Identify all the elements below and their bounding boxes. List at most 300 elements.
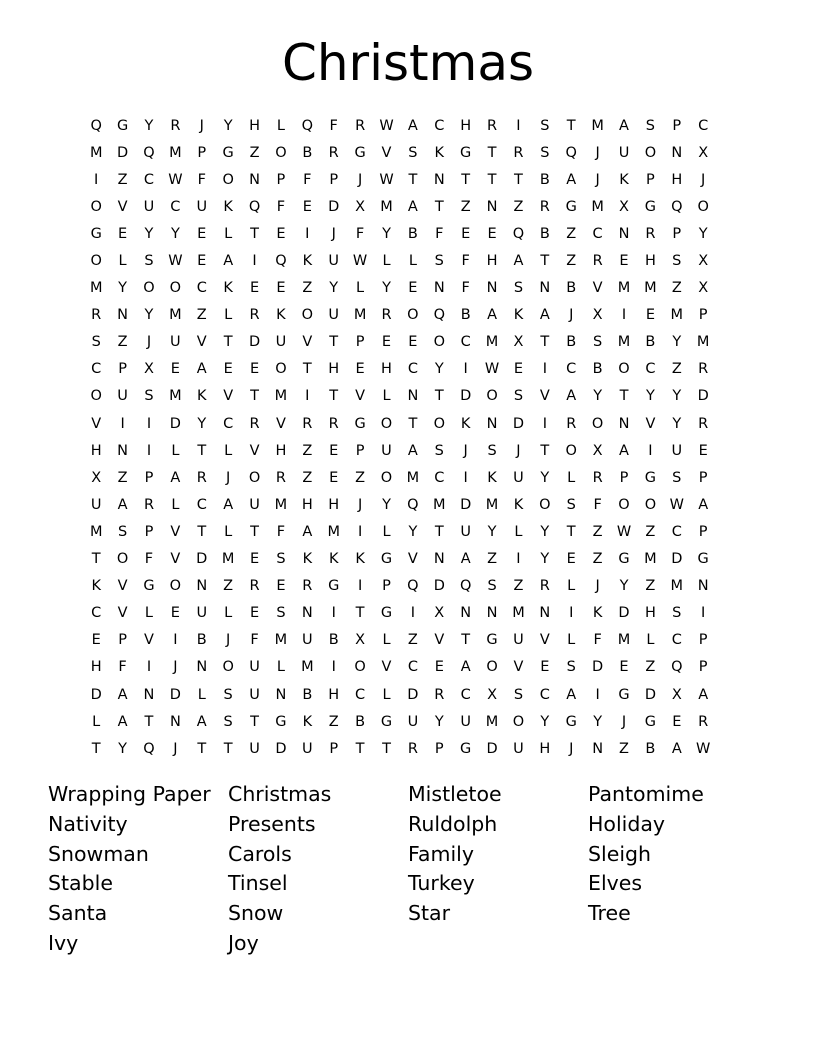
- grid-letter: W: [616, 523, 632, 540]
- grid-letter: C: [434, 469, 445, 486]
- grid-letter: Y: [540, 713, 550, 730]
- grid-letter: T: [461, 632, 471, 649]
- grid-letter: R: [355, 117, 366, 134]
- grid-row: [83, 627, 743, 654]
- grid-letter: C: [196, 280, 207, 297]
- grid-letter: R: [302, 415, 313, 432]
- grid-letter: Q: [248, 198, 261, 215]
- grid-letter: N: [618, 225, 630, 242]
- grid-letter: V: [275, 415, 286, 432]
- grid-letter: I: [331, 659, 336, 676]
- grid-letter: G: [565, 198, 577, 215]
- grid-letter: O: [90, 198, 102, 215]
- grid-letter: E: [197, 253, 207, 270]
- grid-letter: J: [173, 740, 178, 757]
- grid-letter: J: [357, 171, 363, 188]
- grid-letter: G: [644, 198, 657, 215]
- grid-letter: I: [542, 415, 547, 432]
- grid-letter: H: [644, 253, 656, 270]
- grid-letter: A: [170, 469, 181, 486]
- grid-row: [83, 518, 743, 545]
- grid-letter: X: [355, 632, 366, 649]
- grid-letter: A: [671, 740, 682, 757]
- grid-letter: E: [619, 659, 629, 676]
- grid-letter: N: [486, 280, 498, 297]
- grid-letter: V: [407, 551, 418, 568]
- grid-letter: F: [593, 632, 602, 649]
- grid-row: [83, 708, 743, 735]
- grid-letter: M: [406, 469, 420, 486]
- grid-letter: E: [302, 198, 312, 215]
- grid-letter: T: [408, 415, 418, 432]
- grid-letter: S: [566, 496, 576, 513]
- grid-letter: O: [222, 171, 234, 188]
- grid-letter: H: [381, 361, 392, 378]
- grid-letter: Y: [144, 225, 154, 242]
- grid-letter: K: [197, 388, 207, 405]
- grid-letter: M: [644, 551, 657, 568]
- grid-letter: E: [91, 632, 101, 649]
- grid-letter: R: [698, 415, 709, 432]
- grid-letter: E: [408, 334, 418, 351]
- grid-letter: E: [170, 605, 180, 622]
- grid-letter: R: [592, 469, 603, 486]
- grid-letter: M: [644, 280, 657, 297]
- grid-letter: K: [302, 713, 313, 730]
- grid-letter: I: [410, 605, 416, 622]
- grid-row: [83, 139, 743, 166]
- grid-letter: C: [592, 225, 603, 242]
- grid-letter: U: [143, 198, 155, 215]
- grid-letter: M: [617, 334, 631, 351]
- grid-letter: Y: [645, 388, 655, 405]
- grid-letter: T: [250, 523, 259, 540]
- grid-letter: P: [144, 523, 154, 540]
- grid-letter: K: [619, 171, 629, 188]
- grid-letter: T: [144, 713, 154, 730]
- grid-letter: P: [698, 523, 708, 540]
- grid-letter: M: [169, 307, 182, 324]
- grid-letter: M: [301, 659, 314, 676]
- grid-letter: Y: [382, 496, 391, 513]
- grid-letter: U: [513, 469, 524, 486]
- grid-letter: E: [197, 225, 207, 242]
- grid-letter: M: [274, 388, 288, 405]
- grid-letter: N: [143, 686, 155, 703]
- grid-letter: B: [566, 334, 577, 351]
- grid-letter: K: [592, 605, 603, 622]
- grid-letter: K: [355, 551, 365, 568]
- grid-letter: K: [302, 253, 313, 270]
- grid-letter: L: [356, 280, 365, 297]
- grid-letter: I: [569, 605, 574, 622]
- grid-letter: I: [357, 578, 363, 595]
- grid-row: [83, 600, 743, 627]
- grid-row: [83, 329, 743, 356]
- grid-letter: N: [539, 280, 551, 297]
- word-list-item: Carols: [228, 841, 292, 866]
- grid-letter: I: [305, 225, 310, 242]
- grid-letter: Y: [170, 225, 180, 242]
- grid-letter: K: [328, 551, 339, 568]
- grid-letter: Y: [540, 469, 550, 486]
- grid-letter: G: [275, 713, 287, 730]
- grid-letter: Z: [487, 551, 498, 568]
- grid-letter: W: [379, 117, 394, 134]
- grid-letter: V: [434, 632, 445, 649]
- grid-letter: U: [196, 605, 208, 622]
- grid-letter: L: [92, 713, 101, 730]
- word-list-item: Ivy: [48, 930, 79, 955]
- grid-letter: Z: [117, 171, 128, 188]
- grid-letter: Y: [223, 117, 233, 134]
- grid-letter: E: [461, 225, 471, 242]
- grid-letter: P: [355, 442, 365, 459]
- grid-letter: G: [143, 578, 155, 595]
- grid-letter: G: [380, 551, 393, 568]
- grid-letter: Q: [433, 307, 445, 324]
- letter-grid: [83, 112, 743, 762]
- grid-letter: F: [197, 171, 206, 188]
- grid-letter: A: [566, 686, 577, 703]
- grid-letter: U: [196, 198, 208, 215]
- grid-letter: D: [460, 496, 472, 513]
- grid-letter: Z: [302, 442, 313, 459]
- grid-letter: T: [434, 198, 444, 215]
- word-list-item: Turkey: [408, 871, 475, 896]
- grid-letter: P: [646, 171, 655, 188]
- grid-row: [83, 464, 743, 491]
- grid-letter: Y: [329, 280, 339, 297]
- grid-letter: C: [698, 117, 709, 134]
- grid-letter: O: [407, 307, 419, 324]
- grid-letter: V: [539, 388, 550, 405]
- grid-letter: K: [223, 280, 233, 297]
- grid-letter: T: [223, 740, 233, 757]
- grid-letter: C: [566, 361, 577, 378]
- grid-letter: Z: [223, 578, 234, 595]
- grid-letter: R: [143, 496, 155, 513]
- word-list-item: Stable: [48, 871, 113, 896]
- grid-letter: E: [249, 605, 260, 622]
- grid-letter: S: [513, 388, 524, 405]
- grid-letter: I: [542, 361, 547, 378]
- grid-letter: X: [434, 605, 445, 622]
- grid-row: [83, 356, 743, 383]
- word-list-item: Ruldolph: [408, 811, 498, 836]
- grid-letter: P: [619, 469, 629, 486]
- word-list-item: Holiday: [588, 811, 666, 836]
- grid-row: [83, 220, 743, 247]
- grid-letter: A: [539, 307, 550, 324]
- grid-letter: Y: [672, 334, 682, 351]
- grid-letter: R: [698, 713, 709, 730]
- grid-row: [83, 546, 743, 573]
- grid-letter: Y: [593, 388, 603, 405]
- grid-letter: G: [328, 578, 340, 595]
- grid-letter: D: [169, 415, 181, 432]
- grid-letter: K: [91, 578, 101, 595]
- grid-letter: B: [407, 225, 418, 242]
- grid-letter: V: [117, 198, 128, 215]
- grid-letter: M: [670, 307, 684, 324]
- grid-letter: O: [301, 307, 314, 324]
- grid-row: [83, 302, 743, 329]
- grid-letter: I: [648, 442, 653, 459]
- grid-letter: Q: [512, 225, 525, 242]
- grid-letter: U: [671, 442, 683, 459]
- grid-row: [83, 275, 743, 302]
- grid-letter: X: [592, 307, 603, 324]
- grid-letter: F: [250, 632, 259, 649]
- grid-letter: R: [196, 469, 207, 486]
- grid-letter: T: [408, 171, 418, 188]
- grid-letter: V: [381, 144, 392, 161]
- grid-letter: G: [644, 469, 657, 486]
- grid-letter: I: [516, 117, 521, 134]
- grid-letter: O: [169, 280, 182, 297]
- grid-letter: I: [120, 415, 125, 432]
- grid-letter: C: [671, 523, 682, 540]
- grid-letter: D: [512, 415, 525, 432]
- grid-letter: Z: [302, 280, 313, 297]
- grid-letter: I: [173, 632, 178, 649]
- grid-letter: S: [645, 117, 655, 134]
- grid-letter: Y: [118, 740, 128, 757]
- grid-letter: O: [116, 551, 129, 568]
- grid-letter: V: [302, 334, 313, 351]
- grid-row: [83, 573, 743, 600]
- word-list-column: [228, 780, 408, 959]
- grid-letter: W: [484, 361, 500, 378]
- grid-letter: J: [595, 578, 600, 595]
- grid-letter: T: [566, 523, 576, 540]
- grid-letter: N: [301, 605, 313, 622]
- grid-letter: P: [698, 659, 708, 676]
- grid-letter: T: [302, 361, 312, 378]
- grid-letter: E: [170, 361, 180, 378]
- grid-letter: H: [486, 253, 498, 270]
- grid-letter: M: [169, 144, 182, 161]
- grid-letter: X: [91, 469, 102, 486]
- grid-letter: N: [618, 415, 630, 432]
- grid-letter: G: [618, 551, 630, 568]
- grid-letter: A: [407, 198, 418, 215]
- grid-letter: D: [169, 686, 181, 703]
- grid-letter: Y: [672, 415, 682, 432]
- grid-letter: J: [226, 632, 231, 649]
- grid-letter: U: [513, 740, 524, 757]
- grid-letter: J: [199, 117, 204, 134]
- grid-letter: M: [617, 280, 631, 297]
- grid-letter: Z: [592, 551, 603, 568]
- grid-letter: G: [644, 713, 657, 730]
- grid-letter: O: [169, 578, 182, 595]
- grid-letter: J: [463, 442, 468, 459]
- grid-letter: N: [592, 740, 604, 757]
- grid-letter: E: [118, 225, 128, 242]
- grid-letter: Z: [117, 334, 128, 351]
- grid-letter: K: [302, 551, 313, 568]
- grid-letter: I: [331, 605, 336, 622]
- grid-letter: Y: [672, 388, 682, 405]
- grid-letter: N: [433, 171, 445, 188]
- grid-letter: D: [248, 334, 261, 351]
- grid-letter: B: [460, 307, 471, 324]
- grid-letter: P: [355, 334, 365, 351]
- grid-letter: O: [433, 415, 445, 432]
- grid-letter: Q: [143, 144, 155, 161]
- grid-letter: S: [408, 144, 418, 161]
- grid-letter: L: [646, 632, 655, 649]
- grid-letter: F: [435, 225, 444, 242]
- grid-letter: F: [329, 117, 338, 134]
- grid-letter: F: [276, 198, 286, 215]
- grid-letter: C: [460, 334, 471, 351]
- grid-letter: Y: [197, 415, 207, 432]
- word-list-item: Wrapping Paper: [48, 782, 211, 806]
- grid-letter: O: [591, 415, 604, 432]
- grid-letter: X: [698, 253, 709, 270]
- grid-letter: U: [170, 334, 181, 351]
- grid-row: [83, 193, 743, 220]
- grid-letter: Z: [513, 198, 524, 215]
- grid-letter: M: [353, 307, 367, 324]
- word-list-item: Sleigh: [588, 841, 652, 866]
- grid-letter: D: [671, 551, 683, 568]
- grid-letter: D: [644, 686, 656, 703]
- grid-letter: S: [566, 659, 576, 676]
- grid-letter: T: [540, 253, 550, 270]
- grid-letter: Y: [382, 280, 391, 297]
- grid-letter: N: [671, 144, 683, 161]
- grid-letter: G: [354, 415, 366, 432]
- grid-letter: S: [434, 442, 444, 459]
- grid-letter: U: [302, 632, 313, 649]
- grid-letter: E: [249, 551, 260, 568]
- grid-letter: L: [276, 659, 285, 676]
- grid-letter: S: [593, 334, 603, 351]
- grid-letter: H: [249, 117, 260, 134]
- grid-letter: P: [672, 117, 682, 134]
- grid-letter: V: [355, 388, 366, 405]
- grid-letter: D: [592, 659, 604, 676]
- grid-letter: L: [224, 523, 233, 540]
- grid-letter: M: [485, 334, 499, 351]
- grid-letter: N: [460, 605, 472, 622]
- grid-letter: R: [539, 198, 550, 215]
- grid-letter: E: [381, 334, 392, 351]
- grid-letter: U: [249, 686, 260, 703]
- grid-letter: O: [354, 659, 366, 676]
- grid-letter: A: [566, 388, 577, 405]
- grid-letter: L: [567, 632, 576, 649]
- grid-letter: M: [274, 496, 288, 513]
- grid-letter: W: [379, 171, 394, 188]
- grid-letter: N: [196, 578, 208, 595]
- grid-letter: U: [90, 496, 102, 513]
- grid-letter: C: [539, 686, 550, 703]
- grid-letter: L: [382, 686, 391, 703]
- grid-row: [83, 437, 743, 464]
- grid-letter: L: [224, 225, 233, 242]
- grid-letter: J: [516, 442, 521, 459]
- grid-letter: V: [170, 523, 181, 540]
- grid-letter: B: [302, 686, 313, 703]
- grid-letter: N: [407, 388, 419, 405]
- word-list-column: [588, 780, 768, 959]
- grid-letter: S: [144, 388, 154, 405]
- word-list-item: Star: [408, 901, 451, 926]
- grid-letter: J: [146, 334, 152, 351]
- grid-letter: S: [223, 686, 233, 703]
- grid-letter: A: [117, 686, 128, 703]
- grid-letter: M: [89, 144, 103, 161]
- grid-letter: C: [196, 496, 207, 513]
- word-list-column: [408, 780, 588, 959]
- grid-letter: D: [275, 740, 287, 757]
- grid-letter: G: [697, 551, 709, 568]
- grid-letter: T: [355, 740, 365, 757]
- grid-letter: A: [513, 253, 524, 270]
- grid-letter: C: [645, 361, 656, 378]
- grid-letter: F: [303, 171, 312, 188]
- grid-letter: Z: [117, 469, 128, 486]
- grid-letter: O: [512, 713, 525, 730]
- grid-letter: A: [196, 361, 207, 378]
- grid-letter: M: [485, 713, 499, 730]
- grid-letter: X: [513, 334, 524, 351]
- grid-letter: T: [91, 740, 101, 757]
- grid-letter: B: [566, 280, 577, 297]
- grid-letter: Z: [566, 253, 577, 270]
- grid-letter: L: [382, 632, 391, 649]
- grid-letter: U: [460, 523, 471, 540]
- grid-letter: D: [117, 144, 129, 161]
- grid-letter: O: [90, 253, 102, 270]
- grid-letter: T: [329, 334, 339, 351]
- grid-letter: I: [621, 307, 627, 324]
- grid-letter: J: [595, 144, 600, 161]
- grid-letter: D: [433, 578, 445, 595]
- grid-letter: R: [249, 578, 260, 595]
- grid-letter: A: [698, 686, 709, 703]
- grid-letter: V: [249, 442, 260, 459]
- grid-letter: I: [595, 686, 600, 703]
- word-list-item: Elves: [588, 871, 643, 896]
- grid-letter: K: [223, 198, 233, 215]
- grid-letter: L: [514, 523, 523, 540]
- grid-letter: Z: [619, 740, 629, 757]
- grid-letter: U: [275, 334, 287, 351]
- grid-letter: S: [672, 469, 682, 486]
- grid-letter: O: [222, 659, 234, 676]
- grid-letter: T: [619, 388, 629, 405]
- grid-letter: F: [461, 253, 470, 270]
- grid-letter: T: [434, 523, 444, 540]
- grid-letter: N: [249, 171, 260, 188]
- grid-letter: M: [274, 632, 288, 649]
- word-list-item: Tinsel: [228, 871, 288, 896]
- grid-letter: A: [619, 442, 629, 459]
- grid-letter: N: [433, 551, 445, 568]
- grid-letter: M: [221, 551, 235, 568]
- grid-letter: H: [328, 496, 340, 513]
- grid-letter: R: [275, 469, 286, 486]
- grid-letter: Q: [671, 659, 683, 676]
- grid-letter: Q: [275, 253, 287, 270]
- grid-letter: J: [331, 225, 336, 242]
